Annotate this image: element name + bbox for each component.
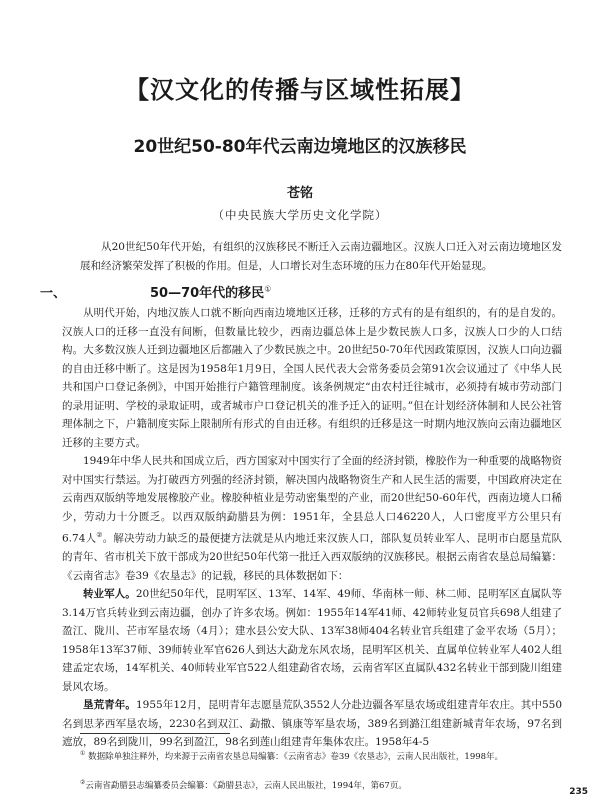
body-paragraph: 转业军人。20世纪50年代，昆明军区、13军、14军、49师、华南林一师、林二师、昆明军区直属队等3.14万官兵转业到云南边疆，创办了许多农场。例如：1955年14军41师、42师转业复员官兵698人组建了盈江、陇川、芒市军垦农场（4月）；建水县公安大队、13军38师404名转业官兵组建了金平农场（5月）；1958年13军37师、39师转业军官626人到达大勐龙东风农场，昆明军区机关、直属单位转业军人402人组建孟定农场，14军机关、40师转业军官522人组建勐省农场，云南省军区直属队432名转业干部到陇川组建景风农场。 [62, 588, 562, 693]
footnotes [80, 741, 580, 799]
page-number: 235 [569, 787, 588, 797]
footnote-divider [80, 733, 230, 734]
article-title: 20世纪50-80年代云南边境地区的汉族移民 [133, 137, 467, 157]
body-text [62, 304, 562, 752]
footnote-ref[interactable]: ② [96, 531, 103, 539]
body-paragraph: 1949年中华人民共和国成立后，西方国家对中国实行了全面的经济封锁，橡胶作为一种重要的战略物资对中国实行禁运。为打破西方列强的经济封锁，解决国内战略物资生产和人民生活的需要，中国政府决定在云南西双版纳等地发展橡胶产业。橡胶种植业是劳动密集型的产业，而20世纪50-60年代，西南边境人口稀少，劳动力十分匮乏。以西双版纳勐腊县为例：1951年，全县总人口46220人，人口密度平方公里只有6.74人②。解决劳动力缺乏的最便捷方法就是从内地迁来汉族人口，部队复员转业军人、昆明市白愿垦荒队的青年、省市机关下放干部成为20世纪50年代第一批迁入西双版纳的汉族移民。根据云南省农垦总局编纂：《云南省志》卷39《农垦志》的记载，移民的具体数据如下： [62, 455, 562, 582]
author-name: 苍铭 [286, 186, 313, 201]
section-heading [40, 282, 520, 301]
body-paragraph: 垦荒青年。1955年12月，昆明青年志愿垦荒队3552人分赴边疆各军垦农场或组建青年农庄。其中550名到思茅西军垦农场，2230名到双江、勐撒、镇康等军垦农场，389名到潞江组建新城青年农场，97名到遮放，89名到陇川，99名到盈江，98名到莲山组建青年集体农庄。1958年4-5 [62, 699, 562, 748]
body-paragraph: 从明代开始，内地汉族人口就不断向西南边境地区迁移，迁移的方式有的是有组织的，有的是自发的。汉族人口的迁移一直没有间断，但数量比较少，西南边疆总体上是少数民族人口多，汉族人口少的人口结构。大多数汉族人迁到边疆地区后都融入了少数民族之中。20世纪50-70年代因政策原因，汉族人口向边疆的自由迁移中断了。这是因为1958年1月9日，全国人民代表大会常务委员会第91次会议通过了《中华人民共和国户口登记条例》，中国开始推行户籍管理制度。该条例规定“由农村迁往城市，必须持有城市劳动部门的录用证明、学校的录取证明，或者城市户口登记机关的准予迁入的证明。”但在计划经济体制和人民公社管理体制之下，户籍制度实际上限制所有形式的自由迁移。有组织的迁移是这一时期内地汉族向云南边疆地区迁移的主要方式。 [62, 307, 562, 449]
section-title: 【汉文化的传播与区域性拓展】 [125, 75, 475, 104]
footnote-item: ① 数据除单独注释外，均来源于云南省农垦总局编纂：《云南省志》卷39《农垦志》，云南人民出版社，1998年。 [80, 750, 504, 762]
abstract-paragraph: 从20世纪50年代开始，有组织的汉族移民不断迁入云南边疆地区。汉族人口迁入对云南边境地区发展和经济繁荣发挥了积极的作用。但是，人口增长对生态环境的压力在80年代开始显现。 [80, 241, 562, 272]
paragraph-lead: 转业军人。 [83, 588, 136, 600]
footnote-item: ②云南省勐腊县志编纂委员会编纂：《勐腊县志》，云南人民出版社，1994年，第67页。 [80, 778, 407, 791]
author-affiliation: （中央民族大学历史文化学院） [212, 208, 388, 222]
footnote-ref[interactable]: ① [264, 284, 272, 294]
section-heading-text: 50—70年代的移民 [150, 286, 265, 301]
section-heading-number: 一、 [40, 286, 67, 301]
paragraph-lead: 垦荒青年。 [83, 699, 136, 711]
